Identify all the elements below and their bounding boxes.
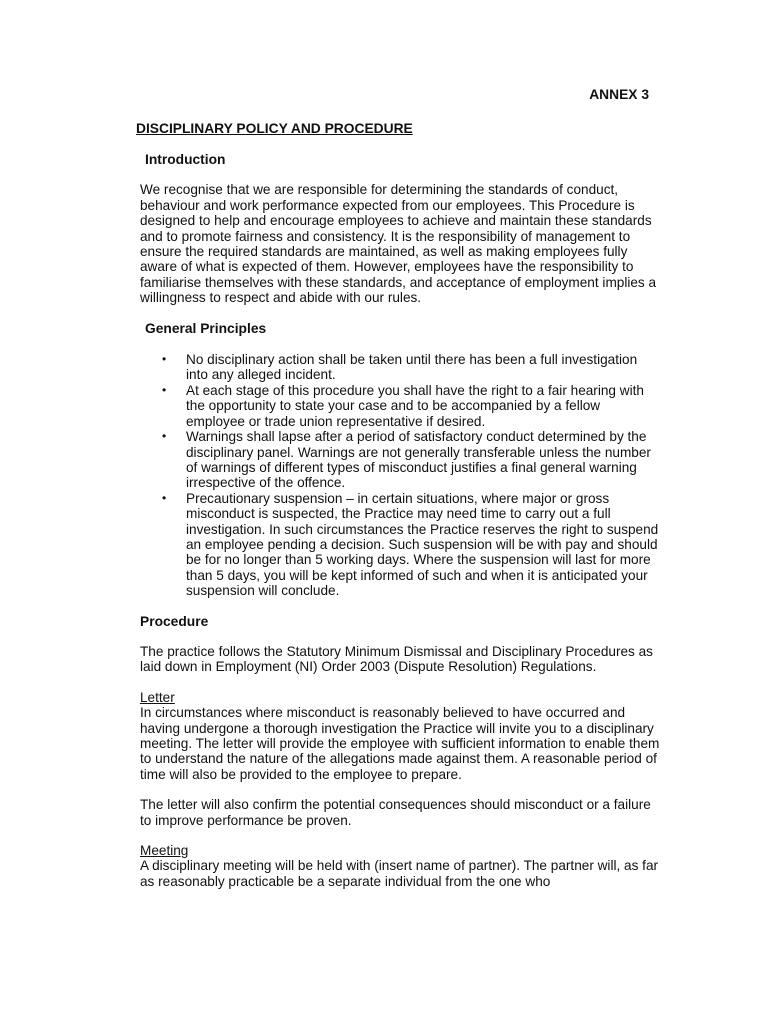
letter-paragraph: In circumstances where misconduct is reasonably believed to have occurred and having undergone a thorough investigation the Practice will invite you to a disciplinary meeting. The letter will provide the employee with sufficient information to enable them to understand the nature of the allegations made against them. A reasonable period of time will also be provided to the employee to prepare. <box>140 705 660 782</box>
meeting-subheading: Meeting <box>140 843 189 859</box>
document-body <box>140 152 660 889</box>
annex-label: ANNEX 3 <box>589 87 649 102</box>
list-item <box>162 382 660 429</box>
bullet-icon: • <box>162 490 167 505</box>
letter-confirm-paragraph: The letter will also confirm the potential consequences should misconduct or a failure to improve performance be proven. <box>140 797 651 828</box>
bullet-icon: • <box>162 352 167 367</box>
list-item <box>162 429 660 491</box>
procedure-paragraph: The practice follows the Statutory Minimum Dismissal and Disciplinary Procedures as laid down in Employment (NI) Order 2003 (Dispute Resolution) Regulations. <box>140 643 653 675</box>
list-item-text: Precautionary suspension – in certain situations, where major or gross misconduct is suspected, the Practice may need time to carry out a full investigation. In such circumstances the Practice reserves the right to suspend an employee pending a decision. Such suspension will be with pay and should be for no longer than 5 working days. Where the suspension will last for more than 5 days, you will be kept informed of such and when it is anticipated your suspension will conclude. <box>186 490 659 599</box>
general-principles-list <box>140 352 660 599</box>
list-item-text: At each stage of this procedure you shall have the right to a fair hearing with the opportunity to state your case and to be accompanied by a fellow employee or trade union representative if desired. <box>186 382 644 429</box>
introduction-paragraph: We recognise that we are responsible for determining the standards of conduct, behaviour and work performance expected from our employees. This Procedure is designed to help and encourage employees to achieve and maintain these standards and to promote fairness and consistency. It is the responsibility of management to ensure the required standards are maintained, as well as making employees fully aware of what is expected of them. However, employees have the responsibility to familiarise themselves with these standards, and acceptance of employment implies a willingness to respect and abide with our rules. <box>140 182 657 306</box>
bullet-icon: • <box>162 429 167 444</box>
list-item-text: No disciplinary action shall be taken until there has been a full investigation into any alleged incident. <box>186 352 638 383</box>
document-title: DISCIPLINARY POLICY AND PROCEDURE <box>136 121 413 136</box>
meeting-paragraph: A disciplinary meeting will be held with (insert name of partner). The partner will, as far as reasonably practicable be a separate individual from the one who <box>140 858 659 889</box>
introduction-heading: Introduction <box>145 152 226 167</box>
list-item-text: Warnings shall lapse after a period of satisfactory conduct determined by the disciplinary panel. Warnings are not generally transferable unless the number of warnings of different types of misconduct justifies a final general warning irrespective of the offence. <box>186 429 651 491</box>
bullet-icon: • <box>162 382 167 397</box>
list-item <box>162 490 660 599</box>
list-item <box>162 352 660 383</box>
procedure-heading: Procedure <box>140 613 209 629</box>
letter-subheading: Letter <box>140 689 175 705</box>
general-principles-heading: General Principles <box>145 320 267 336</box>
